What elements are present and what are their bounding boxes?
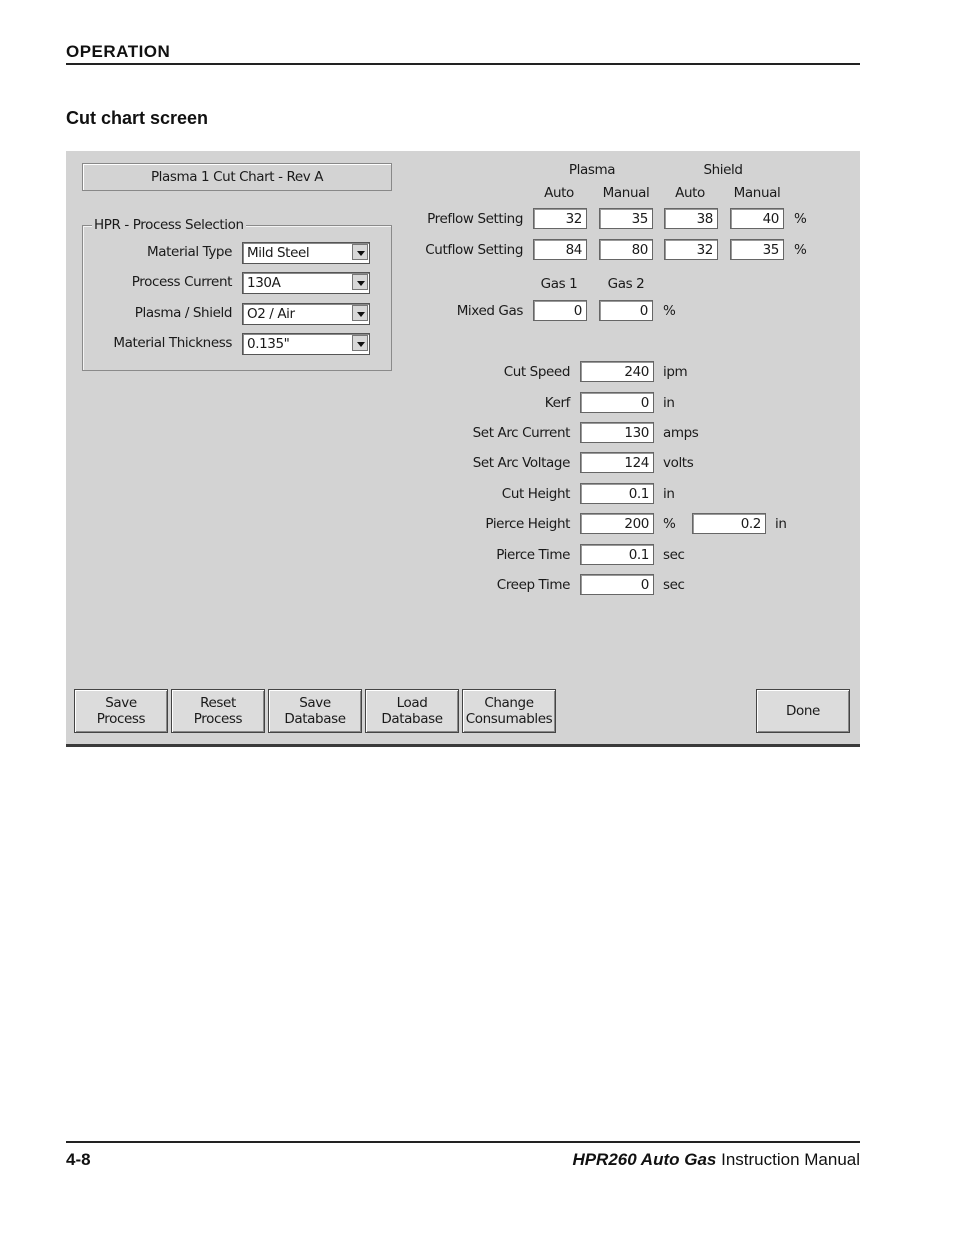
cutflow-shield-auto-field[interactable]: 32 [664,239,718,260]
creep-time-field[interactable]: 0 [580,574,654,595]
cut-speed-field[interactable]: 240 [580,361,654,382]
preflow-label: Preflow Setting [427,211,523,227]
process-selection-legend: HPR - Process Selection [94,217,244,233]
done-label: Done [786,703,820,719]
cutflow-label: Cutflow Setting [425,242,523,258]
preflow-plasma-auto-field[interactable]: 32 [533,208,587,229]
preflow-shield-manual-field[interactable]: 40 [730,208,784,229]
preflow-shield-auto-field[interactable]: 38 [664,208,718,229]
cutflow-plasma-auto-field[interactable]: 84 [533,239,587,260]
save-database-button[interactable] [268,689,362,733]
save-database-label-2: Database [284,711,346,727]
material-type-value: Mild Steel [247,245,310,261]
pierce-height-percent-unit: % [663,516,676,532]
preflow-plasma-manual-field[interactable]: 35 [599,208,653,229]
shield-header: Shield [703,162,743,178]
plasma-shield-label: Plasma / Shield [134,305,232,321]
kerf-label: Kerf [544,395,570,411]
load-database-label-2: Database [381,711,443,727]
load-database-button[interactable] [365,689,459,733]
process-selection-group [82,217,392,371]
chevron-down-icon[interactable] [352,244,368,260]
manual-name: Instruction Manual [721,1150,860,1169]
material-type-select[interactable] [242,242,370,264]
change-consumables-label-2: Consumables [465,711,553,727]
change-consumables-label-1: Change [484,695,534,711]
plasma-auto-header: Auto [544,185,574,201]
set-arc-voltage-field[interactable]: 124 [580,452,654,473]
mixed-gas1-field[interactable]: 0 [533,300,587,321]
chevron-down-icon[interactable] [352,305,368,321]
set-arc-current-unit: amps [663,425,699,441]
plasma-shield-select[interactable] [242,303,370,325]
save-process-button[interactable] [74,689,168,733]
screen-bottom-edge [66,744,860,747]
preflow-percent: % [794,211,807,227]
cut-height-field[interactable]: 0.1 [580,483,654,504]
cutflow-percent: % [794,242,807,258]
creep-time-unit: sec [663,577,685,593]
set-arc-current-field[interactable]: 130 [580,422,654,443]
mixed-gas-percent: % [663,303,676,319]
shield-manual-header: Manual [733,185,781,201]
cut-speed-unit: ipm [663,364,688,380]
chevron-down-icon[interactable] [352,274,368,290]
shield-auto-header: Auto [675,185,705,201]
done-button[interactable] [756,689,850,733]
cut-height-unit: in [663,486,675,502]
mixed-gas2-field[interactable]: 0 [599,300,653,321]
chevron-down-icon[interactable] [352,335,368,351]
creep-time-label: Creep Time [496,577,570,593]
cutflow-shield-manual-field[interactable]: 35 [730,239,784,260]
cut-height-label: Cut Height [501,486,570,502]
gas2-header: Gas 2 [607,276,645,292]
set-arc-current-label: Set Arc Current [472,425,570,441]
section-header: OPERATION [66,42,171,61]
gas1-header: Gas 1 [540,276,578,292]
kerf-field[interactable]: 0 [580,392,654,413]
page-subtitle: Cut chart screen [66,108,209,128]
pierce-time-label: Pierce Time [496,547,570,563]
save-process-label-1: Save [105,695,137,711]
plasma-shield-value: O2 / Air [247,306,295,322]
page-number: 4-8 [66,1150,91,1169]
plasma-manual-header: Manual [602,185,650,201]
pierce-height-in-unit: in [775,516,787,532]
process-current-select[interactable] [242,272,370,294]
cut-chart-screen [66,151,860,747]
cutflow-plasma-manual-field[interactable]: 80 [599,239,653,260]
pierce-height-in-field[interactable]: 0.2 [692,513,766,534]
footer-rule [66,1141,860,1143]
manual-title [572,1150,860,1170]
set-arc-voltage-unit: volts [663,455,694,471]
save-process-label-2: Process [96,711,146,727]
material-thickness-label: Material Thickness [113,335,232,351]
change-consumables-button[interactable] [462,689,556,733]
material-type-label: Material Type [147,244,232,260]
pierce-height-percent-field[interactable]: 200 [580,513,654,534]
kerf-unit: in [663,395,675,411]
material-thickness-value: 0.135" [247,336,290,352]
process-current-value: 130A [247,275,281,291]
load-database-label-1: Load [396,695,428,711]
plasma-header: Plasma [568,162,616,178]
save-database-label-1: Save [299,695,331,711]
set-arc-voltage-label: Set Arc Voltage [472,455,570,471]
reset-process-label-1: Reset [200,695,236,711]
material-thickness-select[interactable] [242,333,370,355]
header-rule [66,63,860,65]
pierce-time-unit: sec [663,547,685,563]
mixed-gas-label: Mixed Gas [456,303,523,319]
cut-chart-title: Plasma 1 Cut Chart - Rev A [82,163,392,191]
product-name: HPR260 Auto Gas [572,1150,717,1169]
pierce-time-field[interactable]: 0.1 [580,544,654,565]
process-current-label: Process Current [131,274,232,290]
cut-speed-label: Cut Speed [503,364,570,380]
pierce-height-label: Pierce Height [485,516,570,532]
reset-process-label-2: Process [193,711,243,727]
reset-process-button[interactable] [171,689,265,733]
